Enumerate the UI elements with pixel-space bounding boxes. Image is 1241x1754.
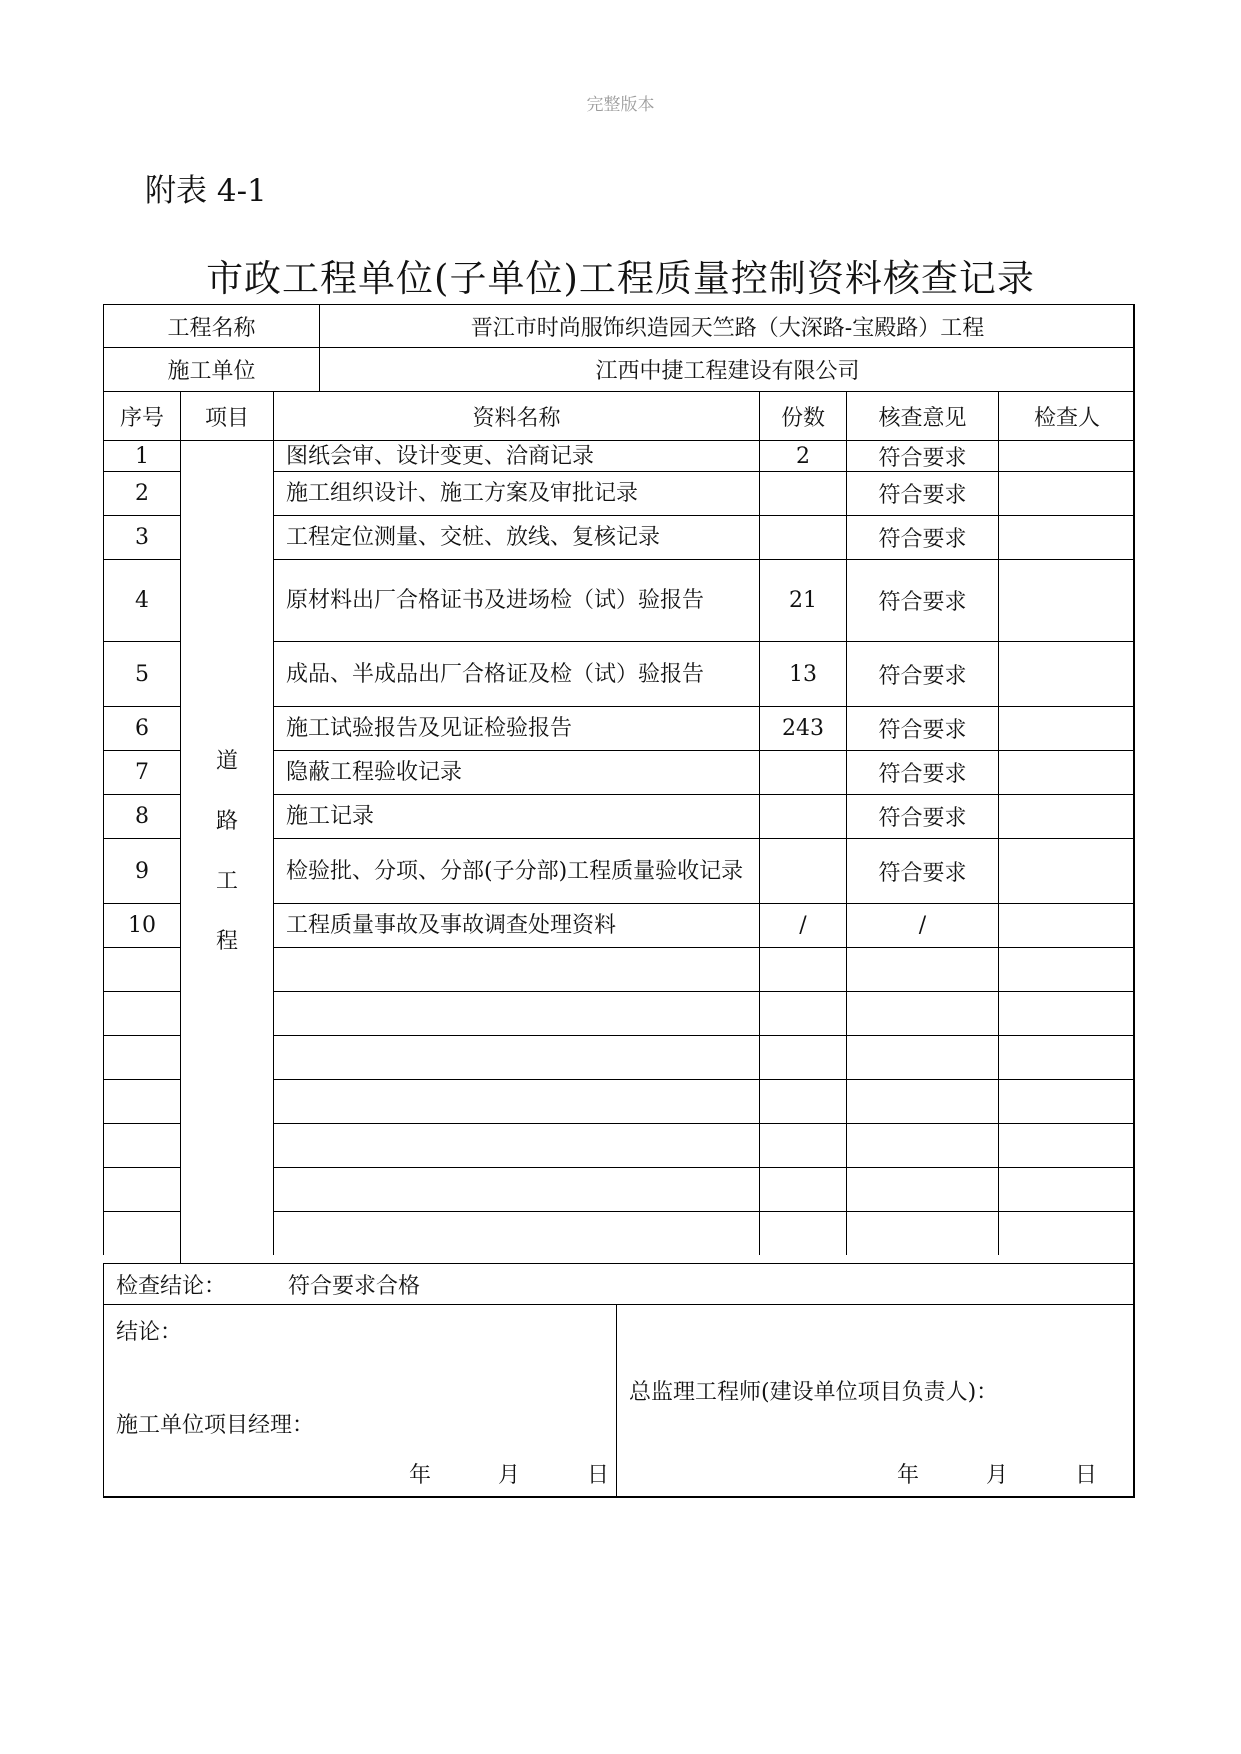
construction-unit-label: 施工单位 (103, 347, 319, 391)
row-name-cell: 工程定位测量、交桩、放线、复核记录 (273, 515, 759, 559)
project-name-label: 工程名称 (103, 304, 319, 347)
row-count-cell: 21 (759, 559, 846, 641)
row-name-cell: 隐蔽工程验收记录 (273, 750, 759, 794)
row-seq-cell (103, 1123, 180, 1167)
row-seq-cell: 3 (103, 515, 180, 559)
header-material: 资料名称 (273, 391, 759, 440)
row-seq-cell: 1 (103, 440, 180, 471)
row-seq-cell: 2 (103, 471, 180, 515)
row-name-cell: 工程质量事故及事故调查处理资料 (273, 903, 759, 947)
row-count-cell (759, 794, 846, 838)
row-count-cell (759, 471, 846, 515)
row-opinion-cell (846, 1035, 998, 1079)
row-opinion-cell: 符合要求 (846, 440, 998, 471)
row-opinion-cell: 符合要求 (846, 471, 998, 515)
category-road-engineering (180, 440, 273, 1263)
row-opinion-cell: 符合要求 (846, 641, 998, 706)
row-name-cell: 原材料出厂合格证书及进场检（试）验报告 (273, 559, 759, 641)
project-name-value: 晋江市时尚服饰织造园天竺路（大深路-宝殿路）工程 (319, 304, 1135, 347)
header-count: 份数 (759, 391, 846, 440)
row-count-cell (759, 947, 846, 991)
row-seq-cell (103, 1211, 180, 1255)
conclusion-value: 符合要求合格 (288, 1273, 421, 1299)
day-label: 日 (587, 1463, 610, 1488)
row-count-cell: 13 (759, 641, 846, 706)
watermark: 完整版本 (586, 95, 655, 115)
row-opinion-cell (846, 1211, 998, 1255)
row-checker-cell (998, 903, 1135, 947)
row-seq-cell: 4 (103, 559, 180, 641)
row-name-cell (273, 1211, 759, 1255)
row-checker-cell (998, 471, 1135, 515)
row-count-cell (759, 750, 846, 794)
table-border-bottom (103, 1496, 1135, 1498)
row-count-cell: 2 (759, 440, 846, 471)
row-opinion-cell: 符合要求 (846, 794, 998, 838)
row-checker-cell (998, 559, 1135, 641)
row-checker-cell (998, 1035, 1135, 1079)
row-checker-cell (998, 794, 1135, 838)
row-checker-cell (998, 706, 1135, 750)
row-checker-cell (998, 1079, 1135, 1123)
row-checker-cell (998, 838, 1135, 903)
conclusion-row (103, 1263, 1135, 1304)
row-name-cell (273, 991, 759, 1035)
row-count-cell (759, 1035, 846, 1079)
category-char: 工 (215, 869, 238, 894)
header-checker: 检查人 (998, 391, 1135, 440)
month-label: 月 (498, 1463, 521, 1488)
year-label: 年 (897, 1463, 920, 1488)
signoff-conclusion-label: 结论： (116, 1320, 183, 1345)
table-border-right (1133, 304, 1135, 1498)
month-label: 月 (986, 1463, 1009, 1488)
row-count-cell (759, 991, 846, 1035)
row-opinion-cell: 符合要求 (846, 838, 998, 903)
row-name-cell: 施工记录 (273, 794, 759, 838)
row-seq-cell: 6 (103, 706, 180, 750)
row-opinion-cell: 符合要求 (846, 706, 998, 750)
row-name-cell (273, 947, 759, 991)
row-opinion-cell: 符合要求 (846, 515, 998, 559)
row-seq-cell (103, 1167, 180, 1211)
row-seq-cell (103, 947, 180, 991)
row-count-cell (759, 1167, 846, 1211)
row-seq-cell: 9 (103, 838, 180, 903)
row-name-cell: 施工组织设计、施工方案及审批记录 (273, 471, 759, 515)
contractor-signoff (103, 1304, 616, 1498)
row-name-cell: 图纸会审、设计变更、洽商记录 (273, 440, 759, 471)
row-name-cell (273, 1123, 759, 1167)
row-opinion-cell (846, 991, 998, 1035)
row-seq-cell (103, 991, 180, 1035)
row-opinion-cell (846, 1123, 998, 1167)
category-char: 道 (215, 749, 238, 774)
row-count-cell (759, 1123, 846, 1167)
row-checker-cell (998, 641, 1135, 706)
category-char: 程 (215, 929, 238, 954)
row-seq-cell (103, 1035, 180, 1079)
construction-unit-value: 江西中捷工程建设有限公司 (319, 347, 1135, 391)
appendix-label: 附表 4-1 (145, 173, 267, 209)
row-count-cell (759, 838, 846, 903)
inspection-record-table (103, 304, 1135, 1498)
row-count-cell (759, 515, 846, 559)
row-name-cell (273, 1167, 759, 1211)
chief-supervisor-label: 总监理工程师(建设单位项目负责人)： (629, 1380, 999, 1405)
row-name-cell (273, 1079, 759, 1123)
header-opinion: 核查意见 (846, 391, 998, 440)
row-seq-cell: 10 (103, 903, 180, 947)
project-manager-label: 施工单位项目经理： (116, 1413, 315, 1438)
header-seq: 序号 (103, 391, 180, 440)
row-count-cell (759, 1079, 846, 1123)
year-label: 年 (409, 1463, 432, 1488)
row-checker-cell (998, 515, 1135, 559)
day-label: 日 (1075, 1463, 1098, 1488)
row-checker-cell (998, 947, 1135, 991)
page-title: 市政工程单位(子单位)工程质量控制资料核查记录 (206, 257, 1035, 300)
row-name-cell: 成品、半成品出厂合格证及检（试）验报告 (273, 641, 759, 706)
row-opinion-cell (846, 947, 998, 991)
row-count-cell (759, 1211, 846, 1255)
row-name-cell (273, 1035, 759, 1079)
header-item: 项目 (180, 391, 273, 440)
row-opinion-cell (846, 1079, 998, 1123)
row-name-cell: 施工试验报告及见证检验报告 (273, 706, 759, 750)
row-seq-cell: 5 (103, 641, 180, 706)
supervisor-signoff (616, 1304, 1135, 1498)
row-opinion-cell: 符合要求 (846, 750, 998, 794)
row-opinion-cell: / (846, 903, 998, 947)
row-checker-cell (998, 991, 1135, 1035)
row-checker-cell (998, 1123, 1135, 1167)
category-char: 路 (215, 809, 238, 834)
row-opinion-cell (846, 1167, 998, 1211)
row-seq-cell: 7 (103, 750, 180, 794)
row-checker-cell (998, 1167, 1135, 1211)
row-seq-cell (103, 1079, 180, 1123)
row-name-cell: 检验批、分项、分部(子分部)工程质量验收记录 (273, 838, 759, 903)
row-count-cell: 243 (759, 706, 846, 750)
row-checker-cell (998, 750, 1135, 794)
row-checker-cell (998, 440, 1135, 471)
row-seq-cell: 8 (103, 794, 180, 838)
conclusion-label: 检查结论： (116, 1273, 227, 1299)
row-checker-cell (998, 1211, 1135, 1255)
row-count-cell: / (759, 903, 846, 947)
row-opinion-cell: 符合要求 (846, 559, 998, 641)
